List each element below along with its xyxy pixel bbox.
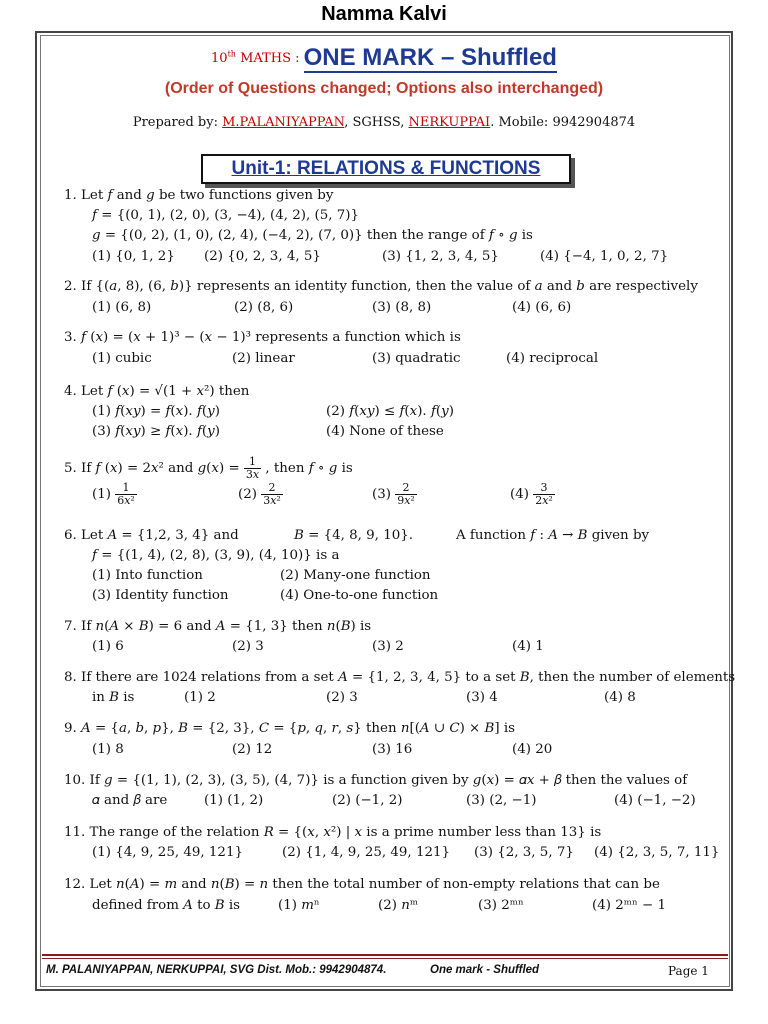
unit-heading-box	[201, 154, 571, 184]
question-text: 7. If 𝑛(𝐴 × 𝐵) = 6 and 𝐴 = {1, 3} then 𝑛(𝐵) is	[64, 619, 372, 634]
denominator: 2𝑥²	[535, 494, 553, 507]
numerator: 1	[115, 482, 137, 495]
question-text: 11. The range of the relation 𝑅 = {(𝑥, 𝑥²) | 𝑥 is a prime number less than 13} is	[64, 825, 602, 840]
footer-title: One mark - Shuffled	[430, 964, 540, 976]
title-main: ONE MARK – Shuffled	[303, 44, 557, 71]
page-number: Page 1	[668, 964, 709, 978]
footer-divider-thin	[42, 958, 728, 959]
option-2: (2) (−1, 2)	[332, 793, 403, 808]
option-2: (2) 𝑛ᵐ	[378, 898, 419, 913]
option-3: (3) Identity function	[92, 588, 229, 603]
denominator: 3𝑥²	[263, 494, 281, 507]
option-4: (4) One-to-one function	[280, 588, 439, 603]
option-3: (3) 2	[372, 639, 404, 654]
option-2: (2) (8, 6)	[234, 300, 294, 315]
author-name: M.PALANIYAPPAN	[222, 115, 345, 130]
option-2: (2) {1, 4, 9, 25, 49, 121}	[282, 845, 451, 860]
title-prefix-sup: th	[227, 49, 236, 59]
question-text: 𝑓 = {(0, 1), (2, 0), (3, −4), (4, 2), (5, 7)}	[92, 208, 360, 223]
option-4	[510, 482, 555, 507]
question-text: 10. If 𝑔 = {(1, 1), (2, 3), (3, 5), (4, 7)} is a function given by 𝑔(𝑥) = 𝛼𝑥 + 𝛽 then the values of	[64, 773, 688, 788]
question-text: 8. If there are 1024 relations from a set 𝐴 = {1, 2, 3, 4, 5} to a set 𝐵, then the number of elements	[64, 670, 736, 685]
footer-divider	[42, 954, 728, 956]
option-4: (4) None of these	[326, 424, 444, 439]
option-4: (4) {2, 3, 5, 7, 11}	[594, 845, 720, 860]
option-2: (2) Many-one function	[280, 568, 431, 583]
option-3	[372, 482, 417, 507]
question-text: 2. If {(𝑎, 8), (6, 𝑏)} represents an identity function, then the value of 𝑎 and 𝑏 are respectively	[64, 279, 698, 294]
option-2: (2) 3	[232, 639, 264, 654]
option-label: (3)	[372, 487, 396, 502]
option-1: (1) 2	[184, 690, 216, 705]
option-3: (3) 4	[466, 690, 498, 705]
fraction	[533, 482, 555, 507]
option-3: (3) 16	[372, 742, 413, 757]
option-3: (3) (8, 8)	[372, 300, 432, 315]
question-text: 6. Let 𝐴 = {1,2, 3, 4} and	[64, 528, 239, 543]
question-text: 𝐵 = {4, 8, 9, 10}.	[294, 528, 414, 543]
option-4: (4) (−1, −2)	[614, 793, 696, 808]
option-2: (2) linear	[232, 351, 295, 366]
numerator: 2	[261, 482, 283, 495]
option-3: (3) 𝑓(𝑥𝑦) ≥ 𝑓(𝑥). 𝑓(𝑦)	[92, 424, 220, 439]
option-label: (4)	[510, 487, 534, 502]
numerator: 2	[395, 482, 417, 495]
option-2: (2) 3	[326, 690, 358, 705]
option-4: (4) 20	[512, 742, 553, 757]
denominator: 9𝑥²	[397, 494, 415, 507]
question-text: 9. 𝐴 = {𝑎, 𝑏, 𝑝}, 𝐵 = {2, 3}, 𝐶 = {𝑝, 𝑞, 𝑟, 𝑠} then 𝑛[(𝐴 ∪ 𝐶) × 𝐵] is	[64, 721, 516, 736]
question-text: 𝑔 = {(0, 2), (1, 0), (2, 4), (−4, 2), (7, 0)} then the range of 𝑓 ∘ 𝑔 is	[92, 228, 533, 243]
author-school: , SGHSS,	[344, 115, 409, 130]
denominator: 6𝑥²	[117, 494, 135, 507]
option-2: (2) {0, 2, 3, 4, 5}	[204, 249, 321, 264]
question-text: 12. Let 𝑛(𝐴) = 𝑚 and 𝑛(𝐵) = 𝑛 then the total number of non-empty relations that can be	[64, 877, 660, 892]
option-3: (3) (2, −1)	[466, 793, 537, 808]
question-text: in 𝐵 is	[92, 690, 135, 705]
option-1: (1) 𝑚ⁿ	[278, 898, 320, 913]
question-text-part: 5. If 𝑓 (𝑥) = 2𝑥² and 𝑔(𝑥) =	[64, 461, 244, 476]
option-4: (4) 2ᵐⁿ − 1	[592, 898, 667, 913]
option-1	[92, 482, 137, 507]
question-text: 𝛼 and 𝛽 are	[92, 793, 168, 808]
question-text: 4. Let 𝑓 (𝑥) = √(1 + 𝑥²) then	[64, 384, 250, 399]
fraction	[395, 482, 417, 507]
question-text: 3. 𝑓 (𝑥) = (𝑥 + 1)³ − (𝑥 − 1)³ represents a function which is	[64, 330, 461, 345]
option-2: (2) 𝑓(𝑥𝑦) ≤ 𝑓(𝑥). 𝑓(𝑦)	[326, 404, 454, 419]
author-place: NERKUPPAI	[408, 115, 491, 130]
option-1: (1) (1, 2)	[204, 793, 264, 808]
option-3: (3) 2ᵐⁿ	[478, 898, 524, 913]
question-text: defined from 𝐴 to 𝐵 is	[92, 898, 241, 913]
question-text: 𝑓 = {(1, 4), (2, 8), (3, 9), (4, 10)} is a	[92, 548, 340, 563]
question-text: 1. Let 𝑓 and 𝑔 be two functions given by	[64, 188, 334, 203]
author-mobile: . Mobile: 9942904874	[490, 115, 636, 130]
question-text-part: , then 𝑓 ∘ 𝑔 is	[261, 461, 353, 476]
option-3: (3) quadratic	[372, 351, 461, 366]
fraction	[115, 482, 137, 507]
option-2: (2) 12	[232, 742, 273, 757]
numerator: 1	[244, 456, 261, 469]
prepared-label: Prepared by:	[132, 115, 223, 130]
numerator: 3	[533, 482, 555, 495]
unit-heading: Unit-1: RELATIONS & FUNCTIONS	[231, 158, 541, 179]
option-3: (3) {1, 2, 3, 4, 5}	[382, 249, 499, 264]
option-1: (1) 6	[92, 639, 124, 654]
title-prefix-rest: MATHS :	[235, 51, 304, 66]
option-3: (3) {2, 3, 5, 7}	[474, 845, 574, 860]
option-1: (1) Into function	[92, 568, 203, 583]
option-1: (1) (6, 8)	[92, 300, 152, 315]
option-4: (4) reciprocal	[506, 351, 599, 366]
question-text	[64, 456, 353, 481]
option-1: (1) {4, 9, 25, 49, 121}	[92, 845, 243, 860]
title-prefix	[211, 51, 304, 66]
document-title	[0, 44, 768, 72]
option-label: (1)	[92, 487, 116, 502]
option-4: (4) {−4, 1, 0, 2, 7}	[540, 249, 669, 264]
footer-author: M. PALANIYAPPAN, NERKUPPAI, SVG Dist. Mob.: 9942904874.	[46, 964, 387, 976]
option-label: (2)	[238, 487, 262, 502]
option-1: (1) 𝑓(𝑥𝑦) = 𝑓(𝑥). 𝑓(𝑦)	[92, 404, 220, 419]
option-1: (1) {0, 1, 2}	[92, 249, 175, 264]
subtitle: (Order of Questions changed; Options also interchanged)	[164, 80, 604, 97]
option-4: (4) 1	[512, 639, 544, 654]
question-text: A function 𝑓 : 𝐴 → 𝐵 given by	[456, 528, 650, 543]
option-1: (1) 8	[92, 742, 124, 757]
option-4: (4) 8	[604, 690, 636, 705]
option-2	[238, 482, 283, 507]
option-1: (1) cubic	[92, 351, 152, 366]
site-name: Namma Kalvi	[321, 3, 447, 25]
fraction	[261, 482, 283, 507]
title-prefix-num: 10	[211, 51, 228, 66]
option-4: (4) (6, 6)	[512, 300, 572, 315]
denominator: 3𝑥	[245, 468, 260, 481]
fraction	[244, 456, 261, 481]
prepared-by	[0, 115, 768, 130]
